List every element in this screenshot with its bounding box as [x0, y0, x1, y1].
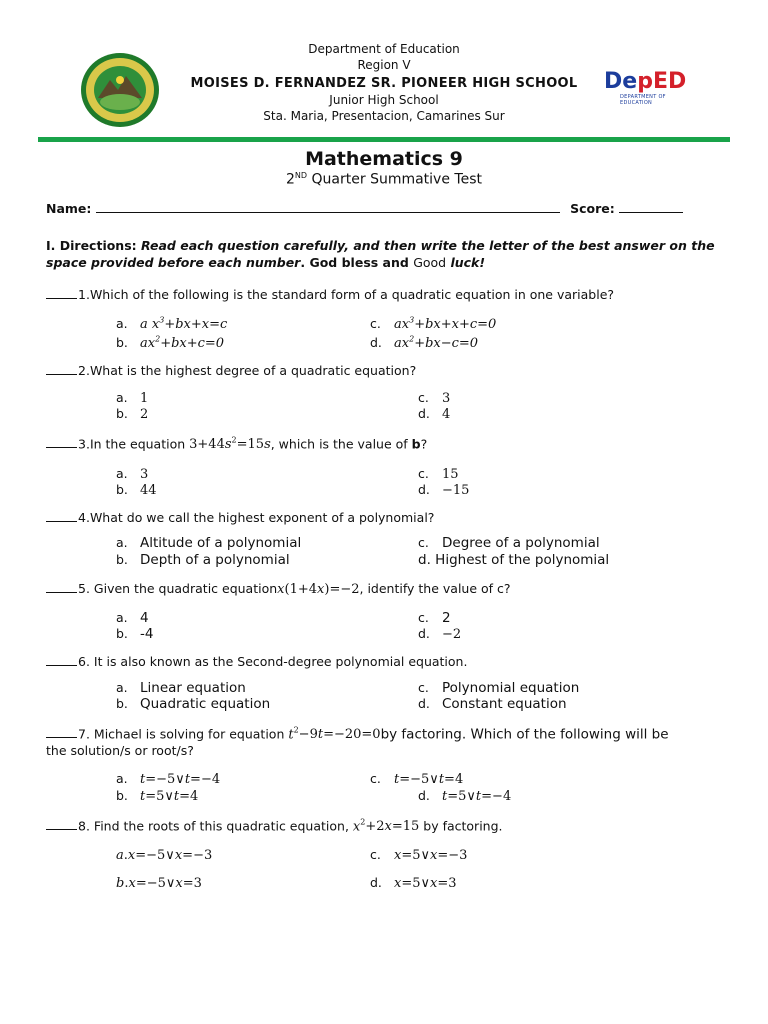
question-6: 6. It is also known as the Second-degree polynomial equation.: [46, 654, 467, 669]
q1-option-c: c. $ax^3+bx+x+c=0$: [370, 316, 497, 333]
q5-option-a: a. 4: [116, 610, 149, 626]
q6-option-a: a. Linear equation: [116, 680, 246, 696]
q6-option-d: d. Constant equation: [418, 696, 567, 712]
q3-option-a: a. 3: [116, 466, 149, 482]
answer-blank-5[interactable]: [46, 581, 77, 593]
header-junior-high: Junior High School: [329, 93, 439, 107]
answer-blank-1[interactable]: [46, 287, 77, 299]
q8-option-c: c. x=5∨x=−3: [370, 847, 468, 863]
q8-option-a: a.x=−5∨x=−3: [116, 848, 213, 863]
q7-option-a: a. t=−5∨t=−4: [116, 771, 221, 787]
header-address: Sta. Maria, Presentacion, Camarines Sur: [263, 109, 505, 123]
answer-blank-2[interactable]: [46, 363, 77, 375]
deped-logo-subtext: DEPARTMENT OF EDUCATION: [620, 94, 666, 106]
q2-option-d: d. 4: [418, 406, 451, 422]
question-2: 2.What is the highest degree of a quadratic equation?: [46, 363, 416, 378]
name-field[interactable]: [96, 200, 560, 213]
q8-option-d: d. x=5∨x=3: [370, 875, 457, 891]
header-department: Department of Education: [308, 42, 460, 56]
q3-option-b: b. 44: [116, 482, 157, 498]
q4-option-a: a. Altitude of a polynomial: [116, 535, 302, 551]
answer-blank-6[interactable]: [46, 654, 77, 666]
question-5: 5. Given the quadratic equationx(1+4x)=−2, identify the value of c?: [46, 581, 511, 597]
q7-option-b: b. t=5∨t=4: [116, 788, 199, 804]
q3-option-c: c. 15: [418, 466, 459, 482]
question-8: 8. Find the roots of this quadratic equation, $x^2+2x=15$ by factoring.: [46, 818, 503, 834]
question-7-line2: the solution/s or root/s?: [46, 743, 194, 758]
question-7: 7. Michael is solving for equation $t^2-9t=-20=0by$ factoring. Which of the following will be: [46, 726, 669, 742]
question-4: 4.What do we call the highest exponent of a polynomial?: [46, 510, 434, 525]
test-title: Mathematics 9: [305, 148, 463, 170]
header-region: Region V: [357, 58, 411, 72]
q4-option-d: d. Highest of the polynomial: [418, 552, 610, 568]
q4-option-b: b. Depth of a polynomial: [116, 552, 290, 568]
q1-option-b: b. $ax^2+bx+c=0$: [116, 335, 225, 352]
test-subtitle: 2ND Quarter Summative Test: [286, 171, 482, 188]
q1-option-d: d. $ax^2+bx-c=0$: [370, 335, 479, 352]
header-divider: [38, 137, 730, 142]
q3-option-d: d. −15: [418, 482, 470, 498]
name-label: Name:: [46, 201, 92, 216]
q4-option-c: c. Degree of a polynomial: [418, 535, 600, 551]
q7-option-c: c. t=−5∨t=4: [370, 771, 464, 787]
question-3: 3.In the equation $3+44s^2=15s$, which is the value of b?: [46, 436, 427, 452]
score-field[interactable]: [619, 200, 683, 213]
question-1: 1.Which of the following is the standard form of a quadratic equation in one variable?: [46, 287, 614, 302]
q2-option-a: a. 1: [116, 390, 149, 406]
q5-option-c: c. 2: [418, 610, 451, 626]
q6-option-b: b. Quadratic equation: [116, 696, 271, 712]
score-label: Score:: [570, 201, 615, 216]
answer-blank-8[interactable]: [46, 818, 77, 830]
name-score-line: [46, 200, 683, 216]
deped-logo: DepED DEPARTMENT OF EDUCATION: [604, 70, 694, 106]
q5-option-b: b. -4: [116, 626, 154, 642]
directions: I. Directions: Read each question carefully, and then write the letter of the best answer on the space provided before each number. God bless and Good luck!: [46, 238, 715, 270]
q2-option-b: b. 2: [116, 406, 149, 422]
q6-option-c: c. Polynomial equation: [418, 680, 580, 696]
answer-blank-3[interactable]: [46, 436, 77, 448]
q2-option-c: c. 3: [418, 390, 451, 406]
header-school-name: MOISES D. FERNANDEZ SR. PIONEER HIGH SCHOOL: [190, 76, 578, 91]
answer-blank-4[interactable]: [46, 510, 77, 522]
answer-blank-7[interactable]: [46, 726, 77, 738]
q1-option-a: a. a $x^3+bx+x=c$: [116, 316, 228, 333]
q7-option-d: d. t=5∨t=−4: [418, 788, 512, 804]
q8-option-b: b.x=−5∨x=3: [116, 876, 202, 891]
q5-option-d: d. −2: [418, 626, 462, 642]
